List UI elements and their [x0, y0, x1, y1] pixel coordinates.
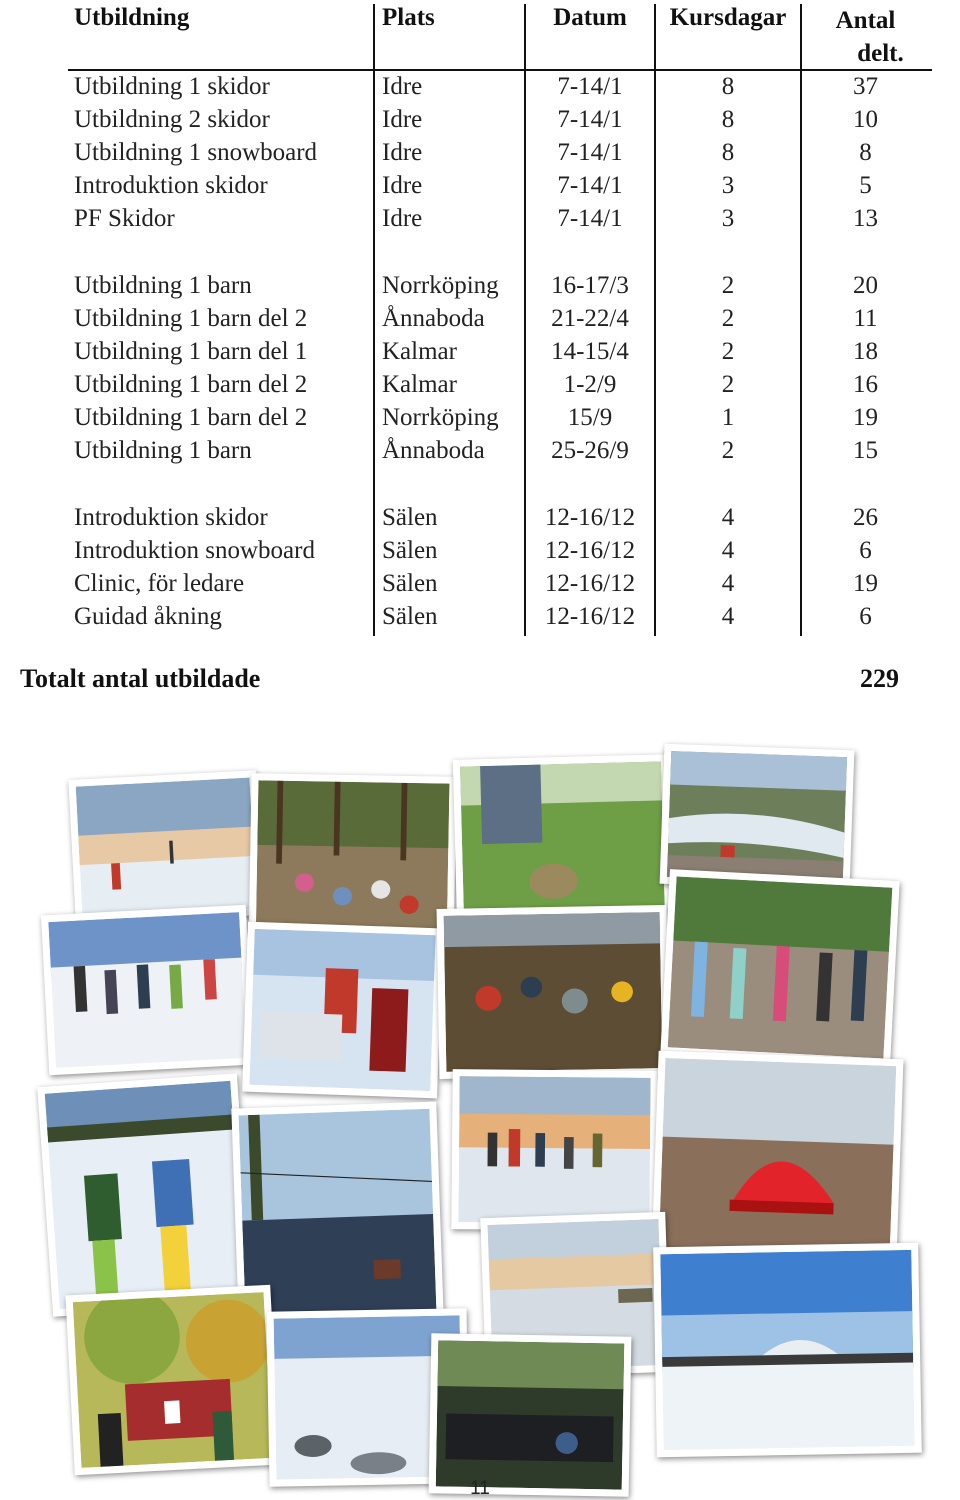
course-place: Sälen [382, 504, 438, 531]
photo-ski-group [41, 905, 254, 1076]
header-participants-line2: delt. [857, 40, 904, 67]
course-name: Utbildning 1 barn del 1 [74, 338, 308, 365]
course-place: Idre [382, 139, 423, 166]
course-participants: 11 [853, 305, 878, 332]
table-row [0, 106, 960, 139]
photo-kids-snow [242, 922, 443, 1099]
course-place: Kalmar [382, 371, 457, 398]
course-days: 2 [721, 437, 735, 464]
course-name: Introduktion skidor [74, 504, 268, 531]
course-name: Utbildning 1 barn [74, 437, 252, 464]
table-row [0, 537, 960, 570]
photo-grass-plant [453, 754, 672, 930]
photo-red-house [65, 1285, 279, 1475]
course-date: 7-14/1 [557, 205, 623, 232]
photo-red-tent [651, 1051, 903, 1264]
photo-river [660, 744, 855, 891]
header-place: Plats [382, 4, 435, 31]
course-place: Sälen [382, 603, 438, 630]
photo-picnic [437, 905, 670, 1079]
course-place: Idre [382, 73, 423, 100]
course-date: 7-14/1 [557, 73, 623, 100]
course-place: Sälen [382, 570, 438, 597]
course-name: Utbildning 1 barn [74, 272, 252, 299]
total-label: Totalt antal utbildade [20, 664, 261, 693]
course-days: 2 [721, 371, 735, 398]
table-row [0, 139, 960, 172]
course-participants: 13 [853, 205, 878, 232]
course-date: 7-14/1 [557, 139, 623, 166]
course-participants: 8 [859, 139, 872, 166]
course-name: Utbildning 1 skidor [74, 73, 270, 100]
course-days: 4 [721, 603, 735, 630]
course-days: 8 [721, 73, 735, 100]
course-name: Utbildning 1 barn del 2 [74, 404, 308, 431]
course-name: Introduktion skidor [74, 172, 268, 199]
photo-dancing-group [660, 869, 899, 1066]
course-date: 12-16/12 [544, 537, 636, 564]
course-place: Kalmar [382, 338, 457, 365]
course-date: 12-16/12 [544, 570, 636, 597]
course-date: 7-14/1 [557, 172, 623, 199]
course-place: Idre [382, 106, 423, 133]
course-days: 8 [721, 139, 735, 166]
course-date: 15/9 [567, 404, 613, 431]
course-name: Guidad åkning [74, 603, 222, 630]
course-days: 4 [721, 504, 735, 531]
course-participants: 5 [859, 172, 872, 199]
header-date: Datum [553, 4, 627, 31]
course-days: 4 [721, 570, 735, 597]
header-days: Kursdagar [669, 4, 787, 31]
table-row [0, 404, 960, 437]
table-row [0, 172, 960, 205]
header-participants-line1: Antal [835, 7, 896, 34]
course-date: 12-16/12 [544, 603, 636, 630]
course-participants: 19 [853, 570, 878, 597]
course-days: 2 [721, 305, 735, 332]
course-date: 21-22/4 [551, 305, 629, 332]
photo-resting-hikers [429, 1333, 632, 1496]
course-date: 12-16/12 [544, 504, 636, 531]
header-participants [803, 4, 928, 70]
course-days: 8 [721, 106, 735, 133]
page-number: 11 [470, 1478, 490, 1499]
total-value: 229 [860, 664, 899, 693]
course-date: 25-26/9 [551, 437, 629, 464]
table-row [0, 570, 960, 603]
course-name: Utbildning 1 snowboard [74, 139, 318, 166]
course-participants: 10 [853, 106, 878, 133]
course-participants: 18 [853, 338, 878, 365]
course-participants: 6 [859, 603, 872, 630]
course-name: Introduktion snowboard [74, 537, 315, 564]
course-place: Idre [382, 172, 423, 199]
course-participants: 20 [853, 272, 878, 299]
course-place: Ånnaboda [382, 437, 485, 464]
course-days: 1 [721, 404, 735, 431]
course-name: Utbildning 1 barn del 2 [74, 305, 308, 332]
course-name: Clinic, för ledare [74, 570, 245, 597]
header-course: Utbildning [74, 4, 190, 31]
course-days: 3 [721, 172, 735, 199]
course-participants: 15 [853, 437, 878, 464]
table-row [0, 73, 960, 106]
course-table [0, 0, 960, 640]
table-row [0, 305, 960, 338]
course-date: 14-15/4 [551, 338, 629, 365]
table-row [0, 603, 960, 636]
table-row [0, 272, 960, 305]
course-date: 16-17/3 [551, 272, 629, 299]
header-divider [68, 69, 932, 71]
course-participants: 6 [859, 537, 872, 564]
photo-collage [0, 735, 960, 1465]
course-name: Utbildning 1 barn del 2 [74, 371, 308, 398]
course-participants: 26 [853, 504, 878, 531]
photo-mountain-snow [653, 1243, 922, 1458]
table-row [0, 205, 960, 238]
course-name: Utbildning 2 skidor [74, 106, 270, 133]
course-place: Norrköping [382, 404, 499, 431]
course-date: 1-2/9 [563, 371, 617, 398]
photo-sunset-group [451, 1069, 657, 1231]
course-participants: 16 [853, 371, 878, 398]
course-place: Idre [382, 205, 423, 232]
course-name: PF Skidor [74, 205, 175, 232]
course-participants: 19 [853, 404, 878, 431]
course-days: 2 [721, 338, 735, 365]
table-row [0, 437, 960, 470]
table-row [0, 338, 960, 371]
course-place: Norrköping [382, 272, 499, 299]
course-date: 7-14/1 [557, 106, 623, 133]
course-days: 2 [721, 272, 735, 299]
photo-skiers [37, 1073, 253, 1316]
course-place: Ånnaboda [382, 305, 485, 332]
course-days: 4 [721, 537, 735, 564]
course-days: 3 [721, 205, 735, 232]
course-participants: 37 [853, 73, 878, 100]
course-place: Sälen [382, 537, 438, 564]
photo-ski-slope [68, 770, 263, 925]
table-row [0, 504, 960, 537]
table-row [0, 371, 960, 404]
